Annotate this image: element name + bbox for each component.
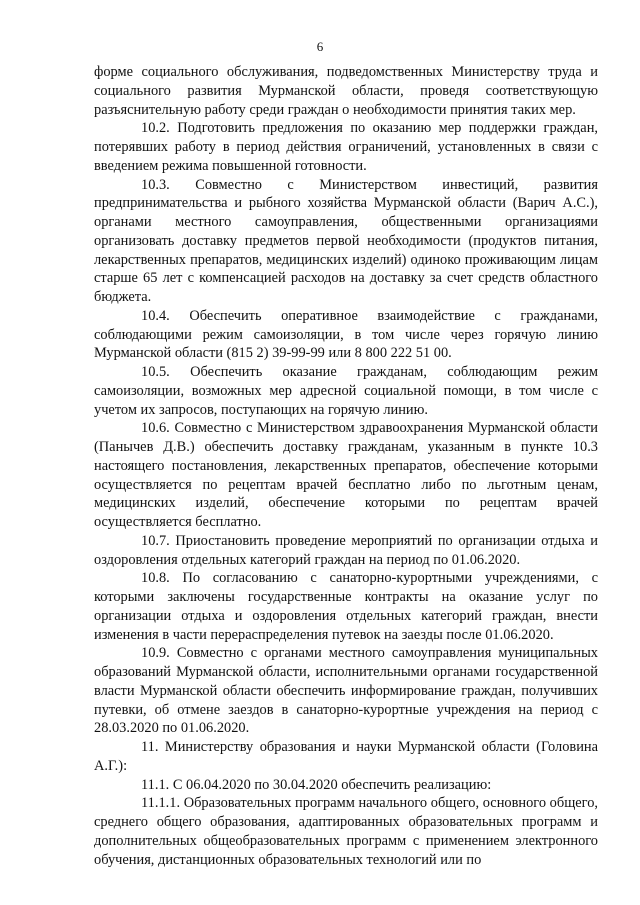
page-number: 6 bbox=[316, 39, 324, 54]
paragraph-10-8: 10.8. По согласованию с санаторно-курортными учреждениями, с которыми заключены государственные контракты на оказание услуг по организации отдыха и оздоровления отдельных категорий граждан, внести изменения в части перераспределения путевок на заезды после 01.06.2020. bbox=[94, 570, 598, 643]
paragraph-10-4: 10.4. Обеспечить оперативное взаимодействие с гражданами, соблюдающими режим самоизоляции, в том числе через горячую линию Мурманской области (815 2) 39-99-99 или 8 800 222 51 00. bbox=[94, 307, 598, 362]
paragraph-10-7: 10.7. Приостановить проведение мероприятий по организации отдыха и оздоровления отдельных категорий граждан на период по 01.06.2020. bbox=[94, 532, 598, 568]
paragraph-11: 11. Министерству образования и науки Мурманской области (Головина А.Г.): bbox=[94, 739, 598, 774]
paragraph-10-2: 10.2. Подготовить предложения по оказанию мер поддержки граждан, потерявших работу в период действия ограничений, установленных в связи с введением режима повышенной готовности. bbox=[94, 120, 598, 174]
paragraph-continuation: форме социального обслуживания, подведомственных Министерству труда и социального развития Мурманской области, проведя соответствующую разъяснительную работу среди граждан о необходимости принятия таких мер. bbox=[94, 64, 598, 118]
paragraph-10-3: 10.3. Совместно с Министерством инвестиций, развития предпринимательства и рыбного хозяйства Мурманской области (Варич А.С.), органами местного самоуправления, общественными организациями организовать доставку предметов первой необходимости (продуктов питания, лекарственных препаратов, медицинских изделий) одиноко проживающим лицам старше 65 лет с компенсацией расходов на доставку за счет средств областного бюджета. bbox=[94, 176, 598, 305]
paragraph-10-9: 10.9. Совместно с органами местного самоуправления муниципальных образований Мурманской области, исполнительными органами государственной власти Мурманской области обеспечить информирование граждан, получивших путевки, об отмене заездов в санаторно-курортные учреждения на период с 28.03.2020 по 01.06.2020. bbox=[94, 645, 598, 737]
paragraph-10-6: 10.6. Совместно с Министерством здравоохранения Мурманской области (Панычев Д.В.) обеспечить доставку гражданам, указанным в пункте 10.3 настоящего постановления, лекарственных препаратов, обеспечение которыми осуществляется по рецептам врачей бесплатно либо по льготным ценам, медицинских изделий, обеспечение которыми по рецептам врачей осуществляется бесплатно. bbox=[94, 420, 598, 530]
document-body bbox=[94, 63, 598, 869]
paragraph-11-1: 11.1. С 06.04.2020 по 30.04.2020 обеспечить реализацию: bbox=[141, 776, 492, 793]
paragraph-11-1-1: 11.1.1. Образовательных программ начального общего, основного общего, среднего общего образования, адаптированных образовательных программ и дополнительных общеобразовательных программ с применением электронного обучения, дистанционных образовательных технологий или по bbox=[94, 795, 598, 868]
paragraph-10-5: 10.5. Обеспечить оказание гражданам, соблюдающим режим самоизоляции, возможных мер адресной социальной помощи, в том числе с учетом их запросов, поступающих на горячую линию. bbox=[94, 364, 598, 418]
